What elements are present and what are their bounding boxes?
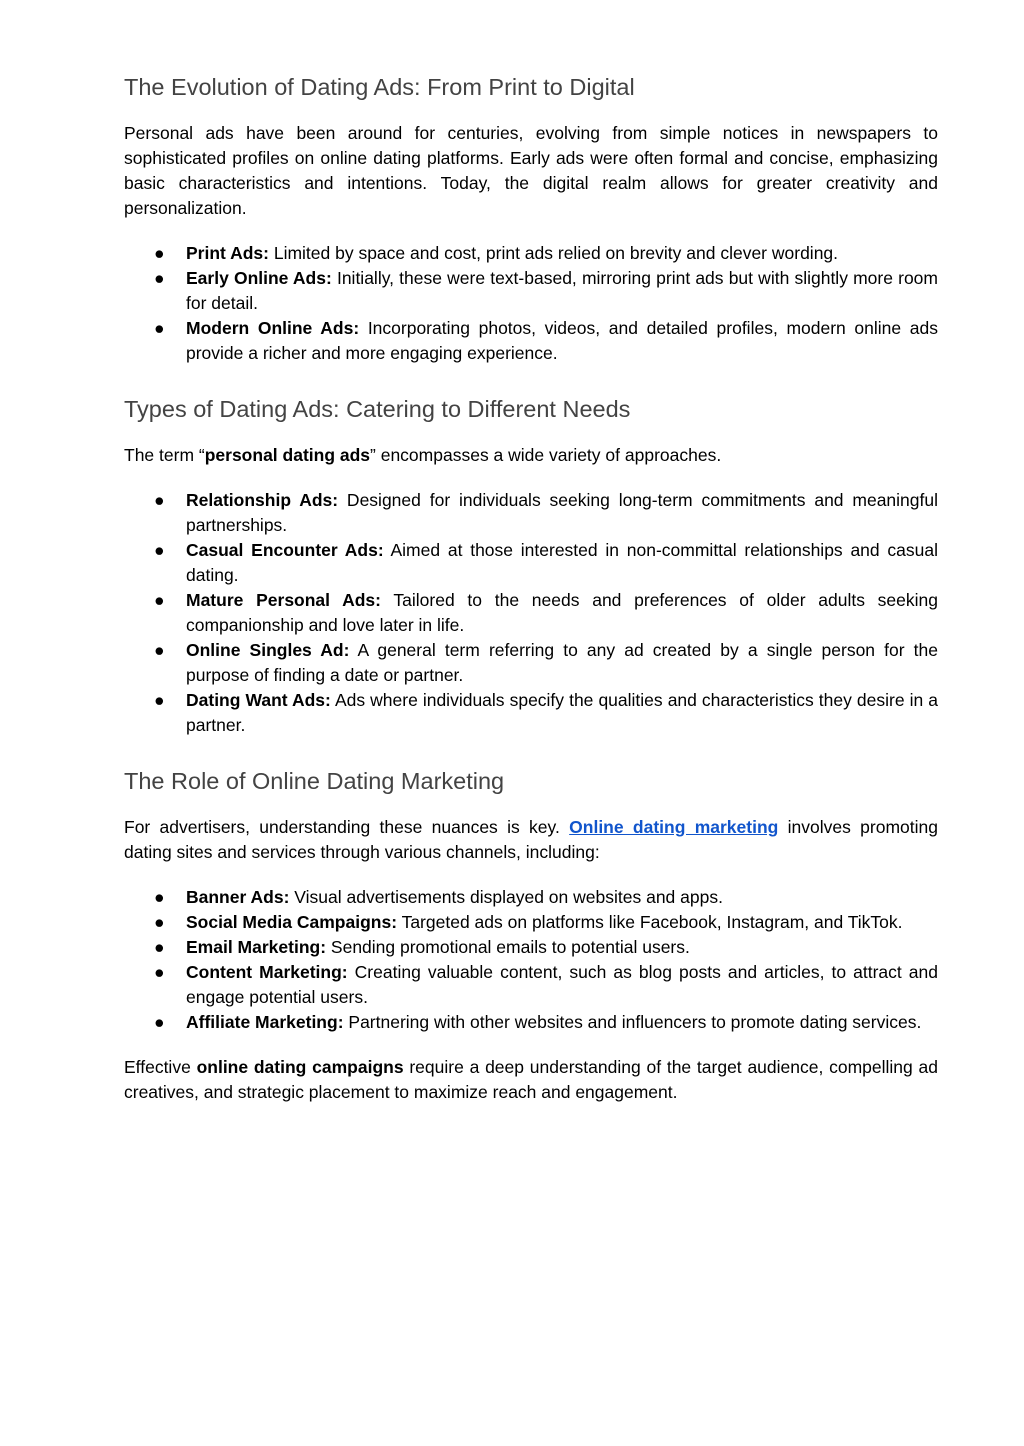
list-item-term: Relationship Ads: xyxy=(186,490,339,510)
bullet-list xyxy=(124,241,938,366)
bullet-icon: ● xyxy=(154,887,165,907)
list-item-term: Mature Personal Ads: xyxy=(186,590,381,610)
closing-paragraph xyxy=(124,1055,938,1105)
paragraph-text: Effective xyxy=(124,1057,197,1077)
bullet-icon: ● xyxy=(154,690,165,710)
list-item-term: Affiliate Marketing: xyxy=(186,1012,344,1032)
list-item-term: Email Marketing: xyxy=(186,937,327,957)
list-item-text: Sending promotional emails to potential users. xyxy=(326,937,690,957)
bullet-icon: ● xyxy=(154,243,165,263)
list-item-text: Creating valuable content, such as blog posts and articles, to attract and engage potential users. xyxy=(186,962,938,1007)
list-item-text: Aimed at those interested in non-committal relationships and casual dating. xyxy=(186,540,938,585)
list-item-text: Tailored to the needs and preferences of older adults seeking companionship and love later in life. xyxy=(186,590,938,635)
bullet-icon: ● xyxy=(154,962,165,982)
list-item xyxy=(124,935,938,960)
list-item-term: Casual Encounter Ads: xyxy=(186,540,384,560)
bullet-icon: ● xyxy=(154,912,165,932)
paragraph: Personal ads have been around for centuries, evolving from simple notices in newspapers to sophisticated profiles on online dating platforms. Early ads were often formal and concise, emphasizing basic characteristics and intentions. Today, the digital realm allows for greater creativity and personalization. xyxy=(124,123,938,218)
list-item-text: Ads where individuals specify the qualities and characteristics they desire in a partner. xyxy=(186,690,938,735)
paragraph-text: For advertisers, understanding these nuances is key. xyxy=(124,817,570,837)
bullet-icon: ● xyxy=(154,540,165,560)
list-item-term: Modern Online Ads: xyxy=(186,318,360,338)
bullet-icon: ● xyxy=(154,1012,165,1032)
list-item xyxy=(124,266,938,316)
list-item-term: Print Ads: xyxy=(186,243,269,263)
bullet-list xyxy=(124,488,938,738)
list-item xyxy=(124,1010,938,1035)
list-item-text: Partnering with other websites and influencers to promote dating services. xyxy=(343,1012,922,1032)
list-item xyxy=(124,885,938,910)
list-item xyxy=(124,688,938,738)
document-page xyxy=(124,70,938,1105)
list-item xyxy=(124,960,938,1010)
list-item xyxy=(124,316,938,366)
section-heading: The Role of Online Dating Marketing xyxy=(124,768,505,794)
bullet-icon: ● xyxy=(154,318,165,338)
bullet-icon: ● xyxy=(154,590,165,610)
list-item-term: Dating Want Ads: xyxy=(186,690,331,710)
paragraph-text: involves promoting dating sites and services through various channels, including: xyxy=(124,817,938,862)
bullet-icon: ● xyxy=(154,937,165,957)
keyword: personal dating ads xyxy=(204,445,371,465)
paragraph-text: require a deep understanding of the target audience, compelling ad creatives, and strategic placement to maximize reach and engagement. xyxy=(124,1057,938,1102)
paragraph-text: ” encompasses a wide variety of approaches. xyxy=(370,445,722,465)
list-item-term: Content Marketing: xyxy=(186,962,348,982)
list-item-text: Incorporating photos, videos, and detailed profiles, modern online ads provide a richer and more engaging experience. xyxy=(186,318,938,363)
list-item-text: A general term referring to any ad created by a single person for the purpose of finding a date or partner. xyxy=(186,640,938,685)
list-item xyxy=(124,538,938,588)
list-item xyxy=(124,588,938,638)
list-item-text: Limited by space and cost, print ads relied on brevity and clever wording. xyxy=(268,243,839,263)
paragraph xyxy=(124,815,938,865)
list-item xyxy=(124,241,938,266)
list-item xyxy=(124,488,938,538)
list-item-text: Designed for individuals seeking long-term commitments and meaningful partnerships. xyxy=(186,490,938,535)
online-dating-marketing-link[interactable]: Online dating marketing xyxy=(569,817,779,837)
list-item-term: Banner Ads: xyxy=(186,887,290,907)
bullet-icon: ● xyxy=(154,640,165,660)
list-item-text: Visual advertisements displayed on websites and apps. xyxy=(289,887,723,907)
list-item-term: Online Singles Ad: xyxy=(186,640,350,660)
bullet-list xyxy=(124,885,938,1035)
bullet-icon: ● xyxy=(154,268,165,288)
section-heading: Types of Dating Ads: Catering to Different Needs xyxy=(124,396,631,422)
paragraph xyxy=(124,443,938,468)
list-item-term: Social Media Campaigns: xyxy=(186,912,398,932)
paragraph-text: The term “ xyxy=(124,445,205,465)
list-item xyxy=(124,638,938,688)
section-heading: The Evolution of Dating Ads: From Print to Digital xyxy=(124,74,635,100)
list-item xyxy=(124,910,938,935)
list-item-text: Initially, these were text-based, mirroring print ads but with slightly more room for detail. xyxy=(186,268,938,313)
list-item-term: Early Online Ads: xyxy=(186,268,332,288)
list-item-text: Targeted ads on platforms like Facebook, Instagram, and TikTok. xyxy=(397,912,903,932)
keyword: online dating campaigns xyxy=(196,1057,404,1077)
bullet-icon: ● xyxy=(154,490,165,510)
